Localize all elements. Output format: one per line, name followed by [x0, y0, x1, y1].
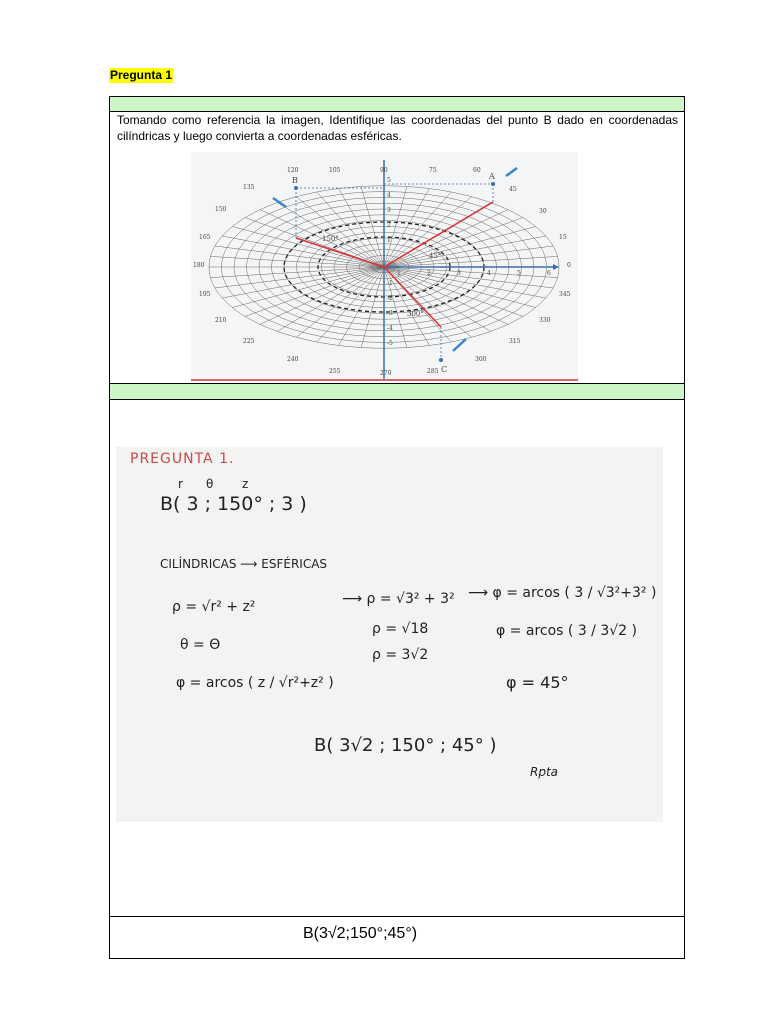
svg-text:300°: 300°	[407, 310, 424, 318]
svg-text:A: A	[489, 172, 495, 181]
hw-left-eq-3: φ = arcos ( z / √r²+z² )	[176, 675, 334, 691]
hw-conversion: CILÍNDRICAS ⟶ ESFÉRICAS	[160, 557, 328, 571]
axis-tick-label: 1	[397, 270, 401, 277]
svg-text:45°: 45°	[429, 252, 442, 260]
mid-band	[110, 383, 684, 400]
axis-tick-label: 3	[387, 207, 391, 214]
hw-mid-eq-1: ⟶ ρ = √3² + 3²	[342, 591, 455, 607]
axis-tick-label: 1	[387, 237, 391, 244]
hw-point-cylindrical: B( 3 ; 150° ; 3 )	[160, 493, 307, 515]
axis-tick-label: 2	[427, 270, 431, 277]
axis-tick-label: -3	[387, 310, 393, 317]
axis-tick-label: -1	[387, 280, 393, 287]
axis-tick-label: 6	[547, 270, 551, 277]
hw-right-eq-3: φ = 45°	[506, 673, 569, 692]
angle-label: 330	[539, 317, 551, 324]
axis-tick-label: 5	[517, 270, 521, 277]
angle-label: 240	[287, 356, 299, 363]
angle-label: 210	[215, 317, 227, 324]
answer-divider	[110, 916, 684, 917]
axis-tick-label: 2	[387, 222, 391, 229]
header-band	[110, 97, 684, 112]
svg-text:150°: 150°	[322, 235, 339, 243]
final-answer: B(3√2;150°;45°)	[302, 925, 418, 942]
angle-label: 90	[380, 167, 388, 174]
axis-tick-label: 3	[457, 270, 461, 277]
angle-label: 105	[329, 167, 341, 174]
angle-label: 285	[427, 368, 439, 375]
angle-label: 150	[215, 206, 227, 213]
hw-right-eq-2: φ = arcos ( 3 / 3√2 )	[496, 623, 637, 639]
angle-label: 75	[429, 167, 437, 174]
axis-tick-label: -5	[387, 340, 393, 347]
angle-label: 60	[473, 167, 481, 174]
polar-grid-svg	[191, 152, 578, 379]
angle-label: 195	[199, 291, 211, 298]
axis-tick-label: 5	[387, 177, 391, 184]
angle-label: 300	[475, 356, 487, 363]
angle-label: 225	[243, 338, 255, 345]
svg-text:C: C	[441, 365, 448, 374]
angle-label: 45	[509, 186, 517, 193]
question-text: Tomando como referencia la imagen, Identifique las coordenadas del punto B dado en coordenadas cilíndricas y luego convierta a coordenadas esféricas.	[117, 113, 678, 143]
angle-label: 30	[539, 208, 547, 215]
angle-label: 345	[559, 291, 571, 298]
axis-tick-label: 4	[387, 192, 391, 199]
hw-label-r: r	[178, 477, 183, 491]
angle-label: 315	[509, 338, 521, 345]
angle-label: 0	[567, 262, 571, 269]
angle-label: 165	[199, 234, 211, 241]
hw-label-z: z	[242, 477, 249, 491]
hw-result: B( 3√2 ; 150° ; 45° )	[314, 735, 497, 756]
axis-tick-label: -4	[387, 325, 393, 332]
angle-label: 270	[380, 370, 392, 377]
angle-label: 255	[329, 368, 341, 375]
axis-tick-label: 4	[487, 270, 491, 277]
svg-text:B: B	[292, 176, 298, 185]
hw-label-theta: θ	[206, 477, 214, 491]
hw-mid-eq-3: ρ = 3√2	[372, 647, 429, 663]
axis-tick-label: -2	[387, 295, 393, 302]
angle-label: 180	[193, 262, 205, 269]
question-heading: Pregunta 1	[110, 68, 173, 82]
hw-left-eq-2: θ = Θ	[180, 637, 221, 653]
hw-right-eq-1: ⟶ φ = arcos ( 3 / √3²+3² )	[468, 585, 657, 601]
hw-left-eq-1: ρ = √r² + z²	[172, 599, 256, 615]
question-table	[109, 96, 685, 959]
angle-label: 15	[559, 234, 567, 241]
angle-label: 120	[287, 167, 299, 174]
handwritten-solution-photo	[116, 447, 663, 822]
angle-label: 135	[243, 184, 255, 191]
hw-mid-eq-2: ρ = √18	[372, 621, 429, 637]
hw-title: PREGUNTA 1.	[130, 451, 235, 467]
hw-rpta: Rpta	[530, 765, 559, 779]
polar-grid-figure	[191, 152, 578, 381]
